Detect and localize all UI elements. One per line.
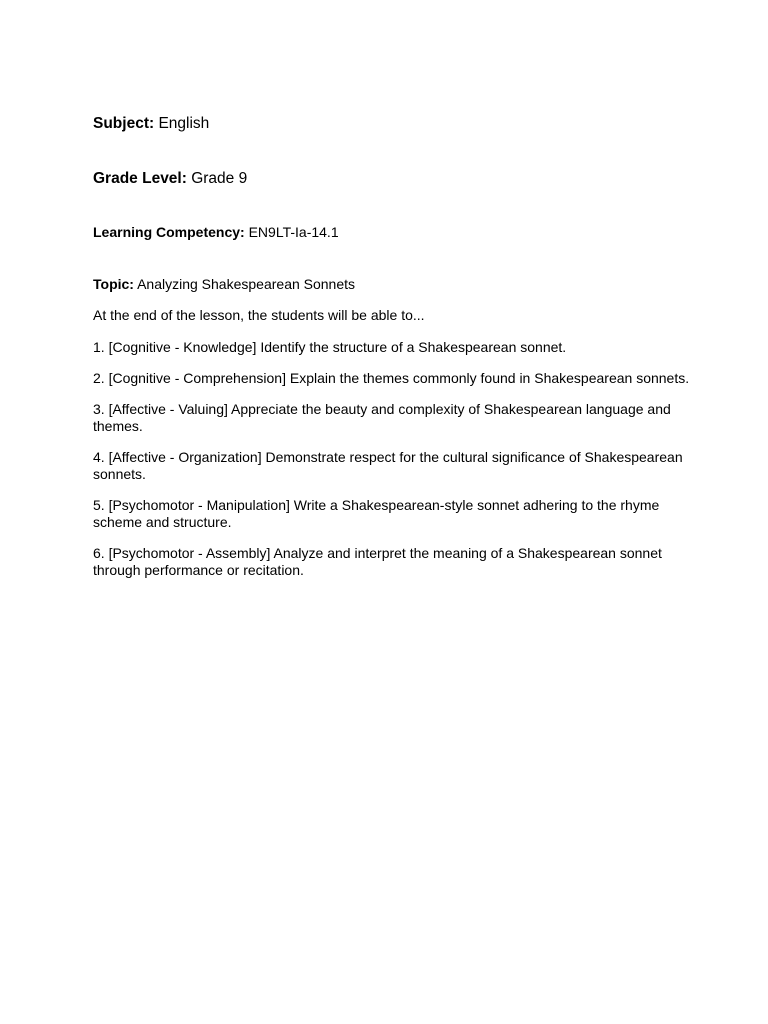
learning-competency-line <box>93 224 693 240</box>
topic-line <box>93 276 693 292</box>
topic-value: Analyzing Shakespearean Sonnets <box>137 276 356 292</box>
subject-value: English <box>158 115 210 132</box>
objective-item: 3. [Affective - Valuing] Appreciate the beauty and complexity of Shakespearean language and themes. <box>93 401 671 434</box>
subject-line <box>93 115 693 133</box>
learning-competency-value: EN9LT-Ia-14.1 <box>248 224 339 240</box>
objective-item: 6. [Psychomotor - Assembly] Analyze and interpret the meaning of a Shakespearean sonnet through performance or recitation. <box>93 545 662 578</box>
topic-label: Topic: <box>93 276 134 292</box>
objective-item: 4. [Affective - Organization] Demonstrate respect for the cultural significance of Shakespearean sonnets. <box>93 449 683 482</box>
subject-label: Subject: <box>93 115 155 132</box>
objectives-intro: At the end of the lesson, the students will be able to... <box>93 307 425 323</box>
objective-item: 1. [Cognitive - Knowledge] Identify the structure of a Shakespearean sonnet. <box>93 339 567 355</box>
objective-item: 5. [Psychomotor - Manipulation] Write a Shakespearean-style sonnet adhering to the rhyme scheme and structure. <box>93 497 660 530</box>
objective-item: 2. [Cognitive - Comprehension] Explain the themes commonly found in Shakespearean sonnets. <box>93 370 690 386</box>
objectives-list <box>93 339 693 593</box>
grade-level-value: Grade 9 <box>191 170 248 187</box>
grade-level-label: Grade Level: <box>93 170 187 187</box>
grade-level-line <box>93 170 693 188</box>
learning-competency-label: Learning Competency: <box>93 224 245 240</box>
